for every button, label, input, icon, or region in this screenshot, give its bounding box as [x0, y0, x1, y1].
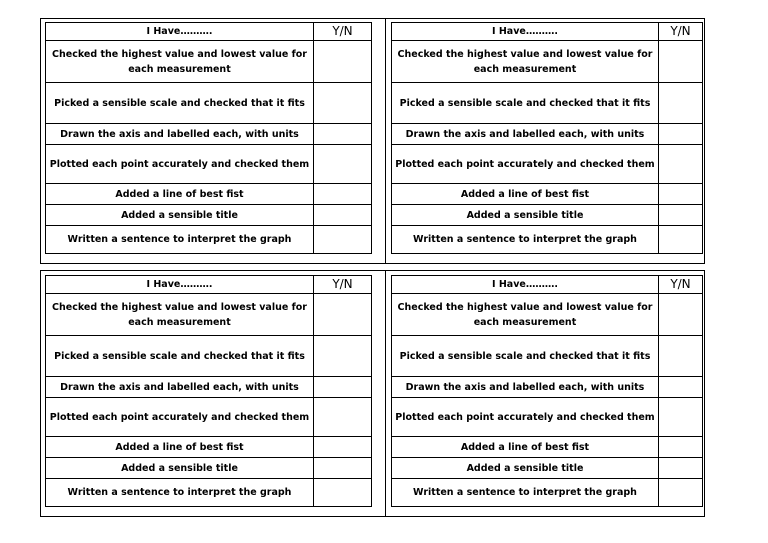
answer-cell[interactable]: [314, 294, 372, 336]
checklist-item-label: Picked a sensible scale and checked that it fits: [392, 83, 659, 124]
checklist-row: [392, 205, 703, 226]
checklist-item-label: Added a line of best fist: [392, 184, 659, 205]
answer-cell[interactable]: [314, 479, 372, 507]
checklist-row: [392, 336, 703, 377]
checklist-item-label: Added a line of best fist: [46, 437, 314, 458]
checklist-row: [46, 398, 372, 437]
answer-cell[interactable]: [659, 145, 703, 184]
answer-cell[interactable]: [314, 41, 372, 83]
answer-cell[interactable]: [659, 377, 703, 398]
checklist-row: [392, 83, 703, 124]
answer-cell[interactable]: [659, 226, 703, 254]
answer-cell[interactable]: [659, 205, 703, 226]
checklist-card-3: [45, 275, 372, 507]
checklist-row: [392, 41, 703, 83]
answer-cell[interactable]: [314, 145, 372, 184]
answer-cell[interactable]: [314, 184, 372, 205]
checklist-row: [46, 83, 372, 124]
sheet-divider-top: [385, 18, 386, 264]
checklist-item-label: Added a sensible title: [46, 458, 314, 479]
answer-cell[interactable]: [314, 437, 372, 458]
checklist-row: [392, 226, 703, 254]
checklist-row: [46, 124, 372, 145]
answer-cell[interactable]: [659, 124, 703, 145]
answer-cell[interactable]: [314, 377, 372, 398]
answer-cell[interactable]: [314, 398, 372, 437]
checklist-row: [46, 377, 372, 398]
yn-header: Y/N: [314, 276, 372, 294]
card-header-row: [46, 23, 372, 41]
checklist-item-label: Checked the highest value and lowest value for each measurement: [392, 294, 659, 336]
answer-cell[interactable]: [314, 226, 372, 254]
answer-cell[interactable]: [659, 437, 703, 458]
checklist-item-label: Checked the highest value and lowest value for each measurement: [392, 41, 659, 83]
checklist-item-label: Checked the highest value and lowest value for each measurement: [46, 294, 314, 336]
answer-cell[interactable]: [659, 458, 703, 479]
checklist-row: [392, 145, 703, 184]
checklist-row: [46, 294, 372, 336]
checklist-row: [392, 437, 703, 458]
checklist-item-label: Added a line of best fist: [392, 437, 659, 458]
checklist-item-label: Checked the highest value and lowest value for each measurement: [46, 41, 314, 83]
checklist-item-label: Plotted each point accurately and checked them: [46, 145, 314, 184]
checklist-row: [392, 184, 703, 205]
checklist-item-label: Drawn the axis and labelled each, with units: [46, 124, 314, 145]
checklist-row: [46, 145, 372, 184]
card-title: I Have……….: [392, 23, 659, 41]
checklist-card-4: [391, 275, 703, 507]
card-title: I Have……….: [46, 23, 314, 41]
answer-cell[interactable]: [659, 184, 703, 205]
checklist-row: [46, 479, 372, 507]
checklist-row: [392, 479, 703, 507]
card-title: I Have……….: [46, 276, 314, 294]
checklist-item-label: Picked a sensible scale and checked that it fits: [46, 336, 314, 377]
checklist-item-label: Drawn the axis and labelled each, with units: [392, 377, 659, 398]
checklist-item-label: Written a sentence to interpret the graph: [46, 226, 314, 254]
checklist-card-1: [45, 22, 372, 254]
checklist-item-label: Drawn the axis and labelled each, with units: [46, 377, 314, 398]
answer-cell[interactable]: [314, 83, 372, 124]
answer-cell[interactable]: [659, 479, 703, 507]
checklist-row: [392, 377, 703, 398]
checklist-item-label: Plotted each point accurately and checked them: [392, 398, 659, 437]
yn-header: Y/N: [659, 276, 703, 294]
checklist-row: [46, 336, 372, 377]
checklist-item-label: Added a sensible title: [392, 205, 659, 226]
card-header-row: [46, 276, 372, 294]
checklist-row: [392, 294, 703, 336]
answer-cell[interactable]: [314, 205, 372, 226]
answer-cell[interactable]: [659, 336, 703, 377]
card-header-row: [392, 23, 703, 41]
checklist-row: [46, 184, 372, 205]
card-title: I Have……….: [392, 276, 659, 294]
answer-cell[interactable]: [314, 458, 372, 479]
answer-cell[interactable]: [314, 124, 372, 145]
answer-cell[interactable]: [659, 41, 703, 83]
checklist-row: [392, 124, 703, 145]
yn-header: Y/N: [314, 23, 372, 41]
answer-cell[interactable]: [314, 336, 372, 377]
checklist-row: [46, 437, 372, 458]
checklist-item-label: Written a sentence to interpret the graph: [392, 226, 659, 254]
yn-header: Y/N: [659, 23, 703, 41]
checklist-card-2: [391, 22, 703, 254]
checklist-item-label: Written a sentence to interpret the graph: [392, 479, 659, 507]
checklist-item-label: Plotted each point accurately and checked them: [392, 145, 659, 184]
checklist-row: [392, 398, 703, 437]
checklist-row: [46, 205, 372, 226]
checklist-item-label: Picked a sensible scale and checked that it fits: [392, 336, 659, 377]
answer-cell[interactable]: [659, 294, 703, 336]
answer-cell[interactable]: [659, 83, 703, 124]
checklist-item-label: Picked a sensible scale and checked that it fits: [46, 83, 314, 124]
checklist-item-label: Added a sensible title: [392, 458, 659, 479]
checklist-item-label: Added a sensible title: [46, 205, 314, 226]
checklist-row: [392, 458, 703, 479]
checklist-row: [46, 41, 372, 83]
checklist-row: [46, 226, 372, 254]
checklist-row: [46, 458, 372, 479]
answer-cell[interactable]: [659, 398, 703, 437]
checklist-item-label: Written a sentence to interpret the graph: [46, 479, 314, 507]
sheet-divider-bottom: [385, 270, 386, 517]
checklist-item-label: Added a line of best fist: [46, 184, 314, 205]
checklist-item-label: Plotted each point accurately and checked them: [46, 398, 314, 437]
card-header-row: [392, 276, 703, 294]
checklist-item-label: Drawn the axis and labelled each, with units: [392, 124, 659, 145]
